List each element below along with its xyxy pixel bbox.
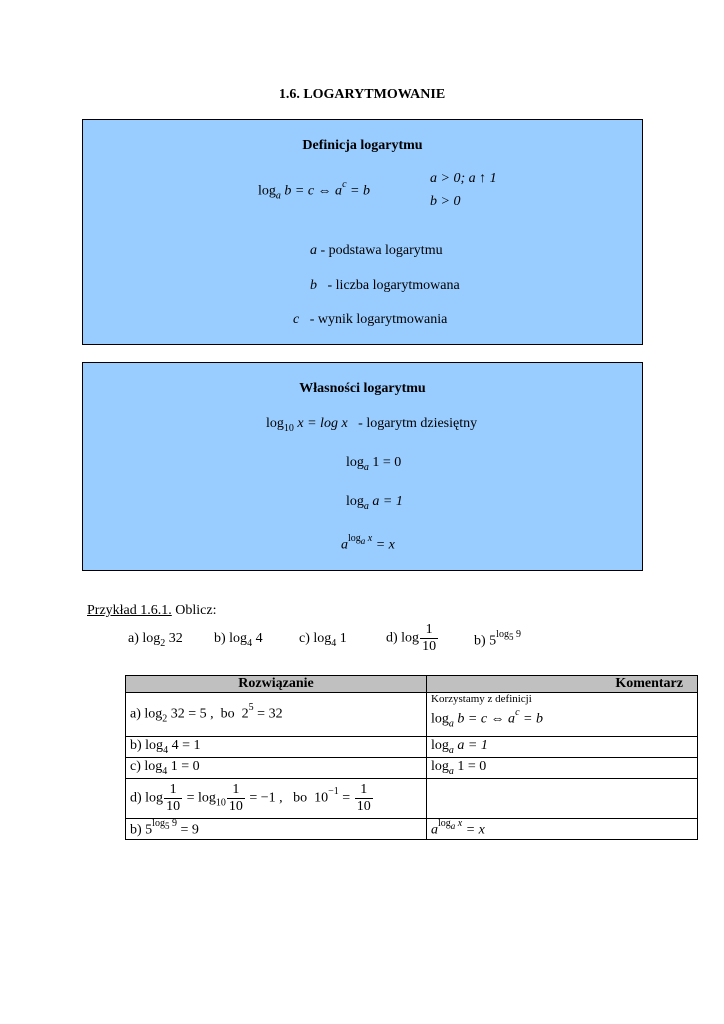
definition-condition-b: b > 0 [430,194,461,209]
property-decimal-log: $\log_{10} x = \log x$ - logarytm dziesiętny [266,416,478,434]
comment-cell-a [427,693,698,737]
property-log-one: $\log_a 1 = 0$ [346,455,402,473]
definition-box [82,119,643,345]
fraction: $\frac{1}{10}$ [356,781,371,814]
example-item-d: d) log $\frac{1}{10}$ [386,622,437,654]
definition-b-line: b - liczba logarytmowana [310,278,460,293]
example-item-c: c) $\log_4 1$ [299,631,347,649]
page-title: 1.6. LOGARYTMOWANIE [278,87,446,102]
comment-cell-b: $\log_a a = 1$ [427,737,698,758]
example-item-a: a) $\log_2 32$ [128,631,183,649]
example-item-e: b) $5^{log_5 9}$ [474,629,521,649]
properties-box [82,362,643,571]
table-row [126,757,698,778]
solution-cell-a: a) $\log_2 32 = 5$ , bo $2^5 = 32$ [126,693,427,737]
solution-table [125,675,698,840]
definition-c-line: c - wynik logarytmowania [293,312,448,327]
properties-heading: Własności logarytmu [299,381,426,396]
solution-cell-b: b) $\log_4 4 = 1$ [126,737,427,758]
definition-heading: Definicja logarytmu [302,138,423,153]
property-power-log: $a^{log_a x} = x$ [341,533,395,553]
example-item-b: b) $\log_4 4$ [214,631,263,649]
solution-cell-c: c) $\log_4 1 = 0$ [126,757,427,778]
comment-cell-d [427,778,698,818]
definition-condition-a: a > 0; a ↑ 1 [430,171,497,186]
comment-cell-e: $a^{log_a x} = x$ [427,818,698,840]
comment-cell-c: $\log_a 1 = 0$ [427,757,698,778]
table-row [126,693,698,737]
fraction: $\frac{1}{10}$ [166,781,181,814]
definition-a-line: a - podstawa logarytmu [310,243,443,258]
comment-formula: $\log_a b = c$ ⇔ $a^c = b$ [431,707,543,730]
table-row [126,818,698,840]
column-header-solution: Rozwiązanie [126,676,427,693]
fraction: $\frac{1}{10}$ [422,622,437,654]
solution-cell-d: d) log $\frac{1}{10}$ = $\log_{10}$ $\frac{1}{10}$ = −1 , bo $10^{-1}$ = $\frac{1}{10}$ [126,778,427,818]
solution-cell-e: b) $5^{log_5 9} = 9$ [126,818,427,840]
property-log-base: $\log_a a = 1$ [346,494,403,512]
table-row [126,778,698,818]
definition-formula: $\log_a b = c$ ⇔ $a^c = b$ [258,179,370,202]
table-header-row [126,676,698,693]
comment-note: Korzystamy z definicji [431,693,532,705]
fraction: $\frac{1}{10}$ [228,781,243,814]
column-header-comment: Komentarz [427,676,698,693]
table-row [126,737,698,758]
example-heading: Przykład 1.6.1. Oblicz: [87,603,217,618]
